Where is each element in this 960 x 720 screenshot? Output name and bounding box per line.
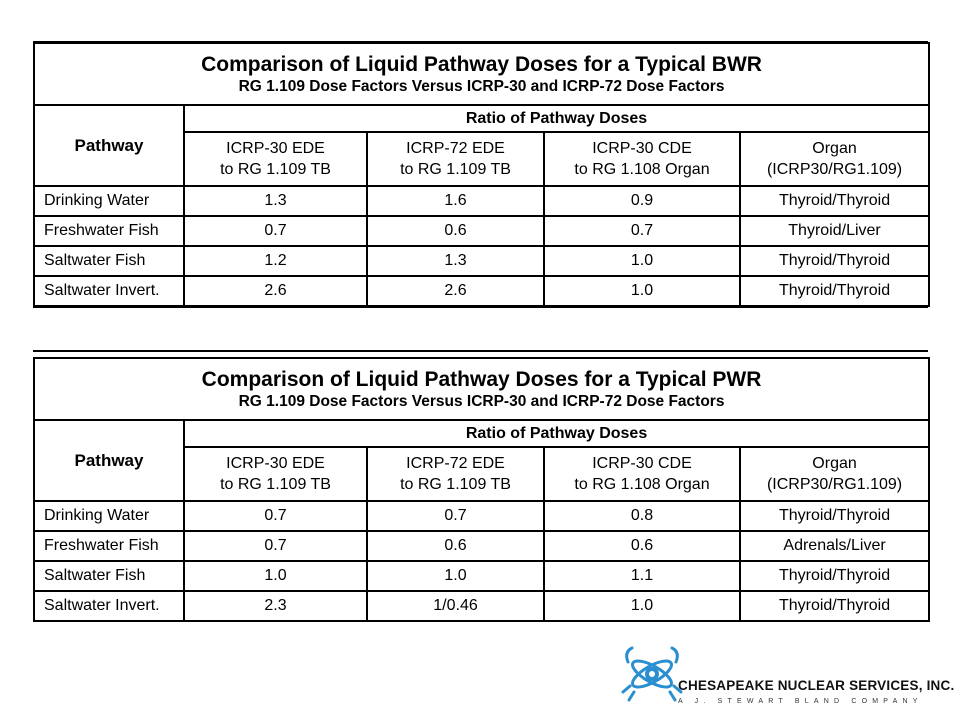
column-header: [740, 447, 929, 501]
ratio-cell: 1.0: [184, 561, 367, 591]
column-header-line2: to RG 1.108 Organ: [574, 161, 710, 178]
column-header-line2: to RG 1.109 TB: [400, 161, 511, 178]
table-row: [34, 186, 929, 216]
table-title-cell: [34, 43, 929, 105]
logo-company-name: CHESAPEAKE NUCLEAR SERVICES, INC.: [678, 678, 955, 693]
ratio-cell: 0.7: [184, 501, 367, 531]
ratio-cell: 0.7: [367, 501, 544, 531]
ratio-cell: 1/0.46: [367, 591, 544, 621]
bwr-dose-table: [33, 42, 930, 307]
pathway-cell: Saltwater Invert.: [34, 276, 184, 306]
column-header-line2: (ICRP30/RG1.109): [766, 161, 903, 178]
ratio-cell: 2.6: [184, 276, 367, 306]
column-header: [740, 132, 929, 186]
column-header-line1: ICRP-30 CDE: [592, 455, 692, 472]
table-row: [34, 246, 929, 276]
company-logo: [620, 640, 955, 712]
ratio-cell: 0.7: [544, 216, 740, 246]
table-row: [34, 216, 929, 246]
pathway-header: Pathway: [34, 105, 184, 186]
table-title: Comparison of Liquid Pathway Doses for a Typical BWR: [201, 53, 762, 76]
crab-atom-icon: [620, 642, 684, 706]
table-row: [34, 591, 929, 621]
pathway-cell: Freshwater Fish: [34, 216, 184, 246]
ratio-cell: 1.0: [544, 591, 740, 621]
pathway-cell: Saltwater Invert.: [34, 591, 184, 621]
table-row: [34, 531, 929, 561]
ratio-cell: 1.0: [544, 246, 740, 276]
bwr-table-wrapper: [33, 42, 928, 307]
table-subtitle: RG 1.109 Dose Factors Versus ICRP-30 and ICRP-72 Dose Factors: [238, 78, 725, 95]
column-header-line1: ICRP-30 CDE: [592, 140, 692, 157]
pwr-dose-table: [33, 357, 930, 622]
table-row: [34, 501, 929, 531]
column-header: [184, 447, 367, 501]
top-rule-2: [33, 350, 928, 352]
ratio-cell: 1.6: [367, 186, 544, 216]
ratio-cell: 2.6: [367, 276, 544, 306]
ratio-cell: 1.0: [367, 561, 544, 591]
organ-cell: Thyroid/Liver: [740, 216, 929, 246]
table-title: Comparison of Liquid Pathway Doses for a Typical PWR: [201, 368, 762, 391]
table-row: [34, 276, 929, 306]
ratio-cell: 0.6: [544, 531, 740, 561]
ratio-cell: 0.6: [367, 216, 544, 246]
column-header-line2: to RG 1.108 Organ: [574, 476, 710, 493]
column-header: [544, 132, 740, 186]
column-header-line1: ICRP-72 EDE: [406, 455, 505, 472]
ratio-cell: 0.8: [544, 501, 740, 531]
column-header: [544, 447, 740, 501]
organ-cell: Adrenals/Liver: [740, 531, 929, 561]
ratio-cell: 1.2: [184, 246, 367, 276]
pathway-cell: Saltwater Fish: [34, 561, 184, 591]
logo-company-subtitle: A J. STEWART BLAND COMPANY: [678, 698, 923, 705]
ratio-cell: 0.9: [544, 186, 740, 216]
column-header-line1: Organ: [812, 140, 857, 157]
organ-cell: Thyroid/Thyroid: [740, 561, 929, 591]
ratio-cell: 1.1: [544, 561, 740, 591]
table-row: [34, 561, 929, 591]
ratio-cell: 0.7: [184, 531, 367, 561]
pathway-cell: Freshwater Fish: [34, 531, 184, 561]
pathway-cell: Saltwater Fish: [34, 246, 184, 276]
table-title-cell: [34, 358, 929, 420]
column-header-line1: ICRP-30 EDE: [226, 140, 325, 157]
pathway-cell: Drinking Water: [34, 186, 184, 216]
ratio-cell: 1.3: [367, 246, 544, 276]
ratio-header: Ratio of Pathway Doses: [184, 420, 929, 447]
organ-cell: Thyroid/Thyroid: [740, 501, 929, 531]
column-header-line1: Organ: [812, 455, 857, 472]
column-header-line2: to RG 1.109 TB: [400, 476, 511, 493]
ratio-header: Ratio of Pathway Doses: [184, 105, 929, 132]
pwr-table-wrapper: [33, 357, 928, 622]
column-header: [184, 132, 367, 186]
organ-cell: Thyroid/Thyroid: [740, 246, 929, 276]
ratio-cell: 1.3: [184, 186, 367, 216]
ratio-cell: 2.3: [184, 591, 367, 621]
column-header-line1: ICRP-30 EDE: [226, 455, 325, 472]
column-header-line2: to RG 1.109 TB: [220, 161, 331, 178]
table-subtitle: RG 1.109 Dose Factors Versus ICRP-30 and ICRP-72 Dose Factors: [238, 393, 725, 410]
column-header: [367, 447, 544, 501]
organ-cell: Thyroid/Thyroid: [740, 186, 929, 216]
column-header-line2: (ICRP30/RG1.109): [766, 476, 903, 493]
column-header-line1: ICRP-72 EDE: [406, 140, 505, 157]
column-header-line2: to RG 1.109 TB: [220, 476, 331, 493]
ratio-cell: 1.0: [544, 276, 740, 306]
ratio-cell: 0.7: [184, 216, 367, 246]
organ-cell: Thyroid/Thyroid: [740, 591, 929, 621]
pathway-header: Pathway: [34, 420, 184, 501]
organ-cell: Thyroid/Thyroid: [740, 276, 929, 306]
ratio-cell: 0.6: [367, 531, 544, 561]
pathway-cell: Drinking Water: [34, 501, 184, 531]
column-header: [367, 132, 544, 186]
